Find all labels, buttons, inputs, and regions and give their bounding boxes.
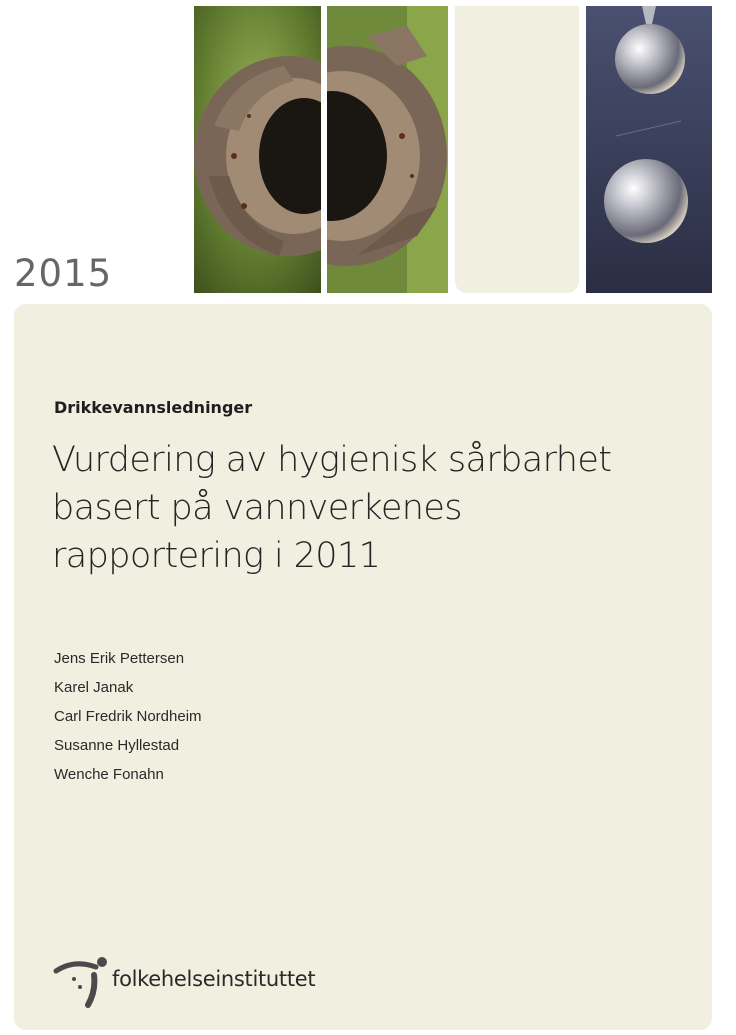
publisher-logo	[52, 953, 352, 1008]
author-name: Carl Fredrik Nordheim	[54, 708, 202, 725]
title-line: Vurdering av hygienisk sårbarhet	[52, 440, 612, 480]
corroded-pipe-photo-left	[194, 6, 321, 293]
author-list	[54, 649, 202, 794]
author-name: Karel Janak	[54, 679, 134, 696]
author-name: Susanne Hyllestad	[54, 737, 180, 754]
publisher-name: folkehelseinstituttet	[112, 967, 316, 991]
publication-year: 2015	[14, 252, 113, 295]
author-name: Wenche Fonahn	[54, 766, 164, 783]
report-series: Drikkevannsledninger	[54, 398, 253, 417]
publisher-logo-icon	[52, 953, 110, 1008]
blank-panel	[455, 6, 579, 293]
author-name: Jens Erik Pettersen	[54, 650, 185, 667]
water-drops-photo	[586, 6, 712, 293]
title-line: basert på vannverkenes	[52, 488, 462, 528]
report-title	[52, 436, 692, 580]
corroded-pipe-photo-right	[327, 6, 448, 293]
title-line: rapportering i 2011	[52, 536, 381, 576]
